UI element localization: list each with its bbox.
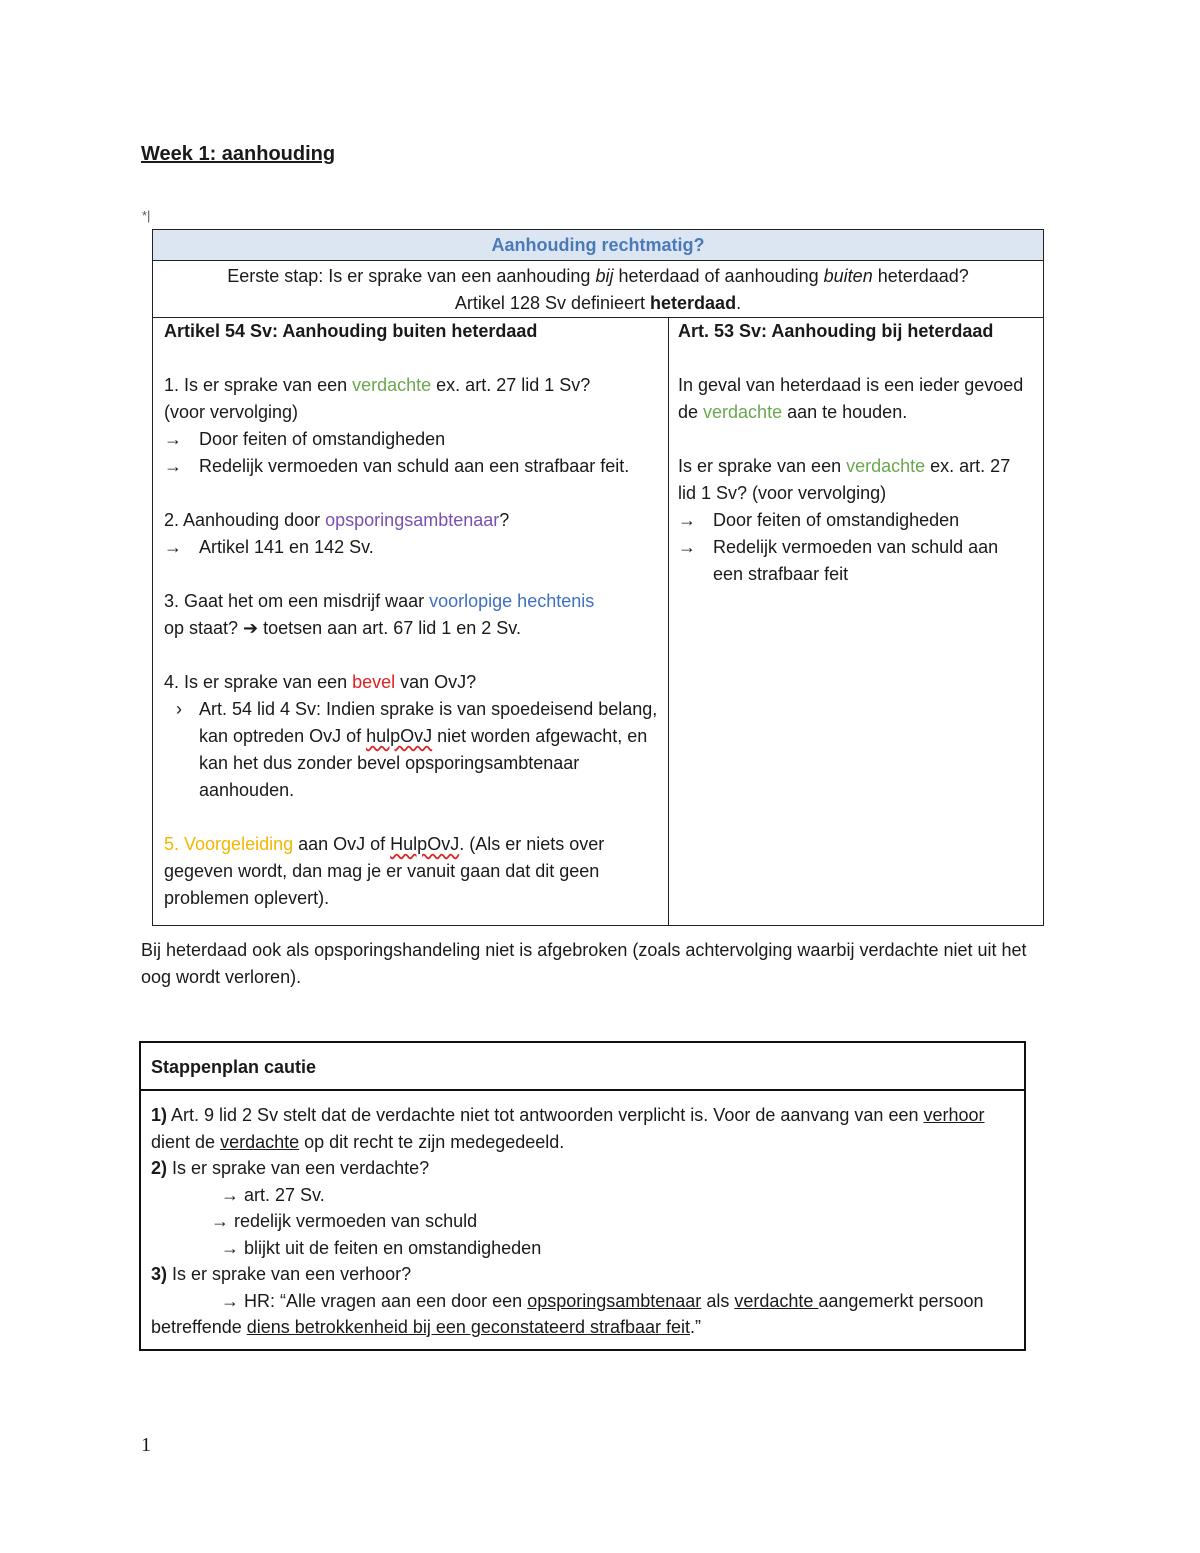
left-item-1-sub-2: → Redelijk vermoeden van schuld aan een strafbaar feit. [164, 453, 658, 480]
right-sub-2: → Redelijk vermoeden van schuld aan een strafbaar feit [678, 534, 1033, 588]
cautie-step-3-sub: → HR: “Alle vragen aan een door een opsporingsambtenaar als verdachte aangemerkt persoon betreffende diens betrokkenheid bij een geconstateerd strafbaar feit.” [151, 1290, 984, 1337]
chevron-right-icon: › [176, 699, 182, 719]
cautie-body [141, 1091, 1024, 1349]
arrow-icon: → [678, 537, 696, 557]
table-subheader: Eerste stap: Is er sprake van een aanhouding bij heterdaad of aanhouding buiten heterdaad? Artikel 128 Sv definieert heterdaad. [153, 261, 1044, 318]
page-title: Week 1: aanhouding [141, 143, 336, 165]
left-item-2: 2. Aanhouding door opsporingsambtenaar? [164, 510, 510, 530]
cautie-step-2: 2) Is er sprake van een verdachte? [151, 1158, 430, 1178]
left-item-1: 1. Is er sprake van een verdachte ex. art. 27 lid 1 Sv? [164, 375, 591, 395]
arrow-icon: → [164, 456, 182, 476]
cautie-step-3: 3) Is er sprake van een verhoor? [151, 1264, 412, 1284]
left-item-4: 4. Is er sprake van een bevel van OvJ? [164, 672, 477, 692]
arrow-icon: → [678, 510, 696, 530]
cautie-step-2-sub-3: → blijkt uit de feiten en omstandigheden [221, 1237, 542, 1258]
left-column [153, 318, 669, 926]
right-heading: Art. 53 Sv: Aanhouding bij heterdaad [678, 321, 994, 341]
left-item-2-sub: → Artikel 141 en 142 Sv. [164, 534, 658, 561]
left-heading: Artikel 54 Sv: Aanhouding buiten heterdaad [164, 321, 538, 341]
cautie-box [139, 1041, 1026, 1351]
right-sub-1: → Door feiten of omstandigheden [678, 507, 1033, 534]
right-column [669, 318, 1044, 926]
page-number: 1 [141, 1434, 151, 1456]
cautie-header: Stappenplan cautie [141, 1043, 1024, 1091]
right-paragraph-2: Is er sprake van een verdachte ex. art. 27 lid 1 Sv? (voor vervolging) [678, 456, 1011, 503]
cautie-step-2-sub-1: → art. 27 Sv. [221, 1184, 325, 1205]
anchor-mark: *| [142, 208, 151, 223]
right-paragraph-1: In geval van heterdaad is een ieder gevoed de verdachte aan te houden. [678, 375, 1024, 422]
aanhouding-table [152, 229, 1044, 926]
arrow-icon: → [164, 429, 182, 449]
left-item-1-note: (voor vervolging) [164, 402, 299, 422]
left-item-3: 3. Gaat het om een misdrijf waar voorlopige hechtenis [164, 591, 595, 611]
left-item-5: 5. Voorgeleiding aan OvJ of HulpOvJ. (Als er niets over gegeven wordt, dan mag je er vanuit gaan dat dit geen problemen oplevert). [164, 834, 605, 908]
left-item-4-sub: › Art. 54 lid 4 Sv: Indien sprake is van spoedeisend belang, kan optreden OvJ of hulpOvJ niet worden afgewacht, en kan het dus zonder bevel opsporingsambtenaar aanhouden. [164, 696, 658, 804]
table-header: Aanhouding rechtmatig? [153, 230, 1044, 261]
cautie-step-1: 1) Art. 9 lid 2 Sv stelt dat de verdachte niet tot antwoorden verplicht is. Voor de aanvang van een verhoor dient de verdachte op dit recht te zijn medegedeeld. [151, 1105, 985, 1152]
cautie-step-2-sub-2: → redelijk vermoeden van schuld [211, 1211, 478, 1231]
heterdaad-note: Bij heterdaad ook als opsporingshandeling niet is afgebroken (zoals achtervolging waarbij verdachte niet uit het oog wordt verloren). [141, 940, 1027, 987]
left-item-1-sub-1: → Door feiten of omstandigheden [164, 426, 658, 453]
left-item-3-cont: op staat? ➔ toetsen aan art. 67 lid 1 en 2 Sv. [164, 618, 521, 638]
arrow-icon: → [164, 537, 182, 557]
